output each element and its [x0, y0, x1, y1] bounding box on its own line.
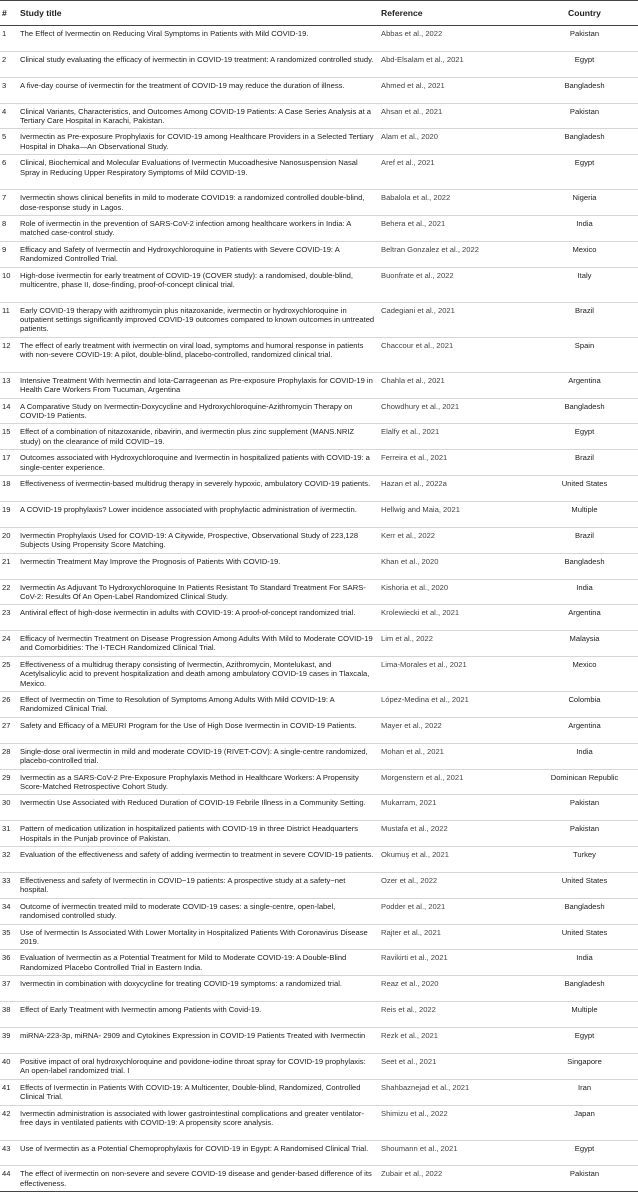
row-country: Argentina [568, 608, 601, 618]
row-reference: Cadegiani et al., 2021 [381, 305, 455, 315]
row-number: 4 [2, 106, 7, 116]
row-number: 8 [2, 219, 7, 229]
row-study-title: Ivermectin administration is associated with lower gastrointestinal complications and greater ventilator-free days in ventilated patients with COVID-19: A propensity score analysis. [20, 1108, 364, 1127]
table-row [0, 873, 638, 899]
row-reference: Hazan et al., 2022a [381, 479, 447, 489]
table-row [0, 190, 638, 216]
row-reference: Lima-Morales et al., 2021 [381, 660, 467, 670]
row-reference: Rezk et al., 2021 [381, 1031, 438, 1040]
table-row [0, 1080, 638, 1106]
header-number: # [2, 8, 7, 18]
row-reference: Mukarram, 2021 [381, 798, 437, 808]
row-country: Nigeria [572, 193, 597, 203]
row-country: Iran [577, 1082, 592, 1092]
row-study-title: A five-day course of ivermectin for the treatment of COVID-19 may reduce the duration of illness. [20, 80, 345, 90]
row-country: United States [561, 927, 608, 937]
row-number: 1 [2, 29, 7, 38]
table-row [0, 1166, 638, 1192]
table-row [0, 338, 638, 373]
row-study-title: Early COVID-19 therapy with azithromycin plus nitazoxanide, ivermectin or hydroxychloroquine in outpatient settings significantly improved COVID-19 outcomes compared to known outcomes in untreated patients. [20, 305, 375, 334]
row-reference: Kishoria et al., 2020 [381, 582, 449, 592]
row-country: Mexico [572, 244, 597, 254]
row-number: 12 [2, 340, 11, 350]
table-row [0, 476, 638, 502]
row-study-title: Ivermectin in combination with doxycycline for treating COVID-19 symptoms: a randomized trial. [20, 979, 343, 989]
table-row [0, 847, 638, 873]
row-reference: Seet et al., 2021 [381, 1056, 437, 1066]
table-row [0, 795, 638, 821]
table-row [0, 129, 638, 155]
row-reference: Babalola et al., 2022 [381, 193, 451, 203]
row-reference: Mohan et al., 2021 [381, 746, 444, 756]
row-study-title: Effectiveness and safety of Ivermectin in COVID−19 patients: A prospective study at a safety−net hospital. [20, 875, 346, 895]
row-study-title: Positive impact of oral hydroxychloroquine and povidone-iodine throat spray for COVID-19 prophylaxis: An open-label randomized trial. I [20, 1056, 366, 1076]
row-country: Egypt [574, 427, 595, 437]
row-reference: Ahmed et al., 2021 [381, 80, 445, 90]
table-row [0, 155, 638, 190]
row-reference: Ahsan et al., 2021 [381, 106, 443, 116]
row-number: 18 [2, 479, 11, 489]
row-reference: Shahbaznejad et al., 2021 [381, 1082, 470, 1092]
row-number: 30 [2, 798, 11, 808]
row-study-title: Effectiveness of ivermectin-based multidrug therapy in severely hypoxic, ambulatory COVID-19 patients. [20, 479, 371, 489]
table-row [0, 1002, 638, 1028]
row-number: 25 [2, 660, 11, 670]
row-country: United States [561, 479, 608, 489]
row-study-title: Ivermectin Prophylaxis Used for COVID-19: A Citywide, Prospective, Observational Study of 223,128 Subjects Using Propensity Score Matching. [20, 530, 359, 550]
row-country: Bangladesh [564, 979, 605, 989]
table-row [0, 528, 638, 554]
row-country: Multiple [571, 1005, 598, 1015]
row-number: 37 [2, 979, 11, 989]
row-reference: Elalfy et al., 2021 [381, 427, 440, 437]
row-country: Pakistan [569, 824, 600, 834]
row-country: Bangladesh [564, 901, 605, 911]
table-row [0, 502, 638, 528]
table-row [0, 718, 638, 744]
row-study-title: Effectiveness of a multidrug therapy consisting of Ivermectin, Azithromycin, Montelukast, and Acetylsalicylic acid to prevent hospitalization and death among ambulatory COVID-19 cases in Tlaxcala, Mexico. [20, 660, 370, 688]
row-study-title: Effect of a combination of nitazoxanide, ribavirin, and ivermectin plus zinc supplement (MANS.NRIZ study) on the clearance of mild COVID−19. [20, 427, 355, 446]
row-reference: Okumuş et al., 2021 [381, 850, 449, 860]
row-reference: Podder et al., 2021 [381, 901, 446, 911]
row-number: 9 [2, 244, 7, 254]
row-number: 23 [2, 608, 11, 618]
table-body [0, 26, 638, 1192]
row-reference: Chahla et al., 2021 [381, 375, 445, 385]
row-reference: Chaccour et al., 2021 [381, 340, 454, 350]
row-study-title: A COVID-19 prophylaxis? Lower incidence associated with prophylactic administration of ivermectin. [20, 504, 357, 514]
row-number: 10 [2, 270, 11, 280]
table-row [0, 1028, 638, 1054]
row-number: 26 [2, 695, 11, 705]
row-reference: Alam et al., 2020 [381, 132, 438, 142]
row-reference: López-Medina et al., 2021 [381, 695, 469, 705]
row-study-title: miRNA-223-3p, miRNA- 2909 and Cytokines Expression in COVID-19 Patients Treated with Ivermectin [20, 1031, 366, 1040]
row-reference: Ravikirti et al., 2021 [381, 953, 448, 963]
row-country: Japan [574, 1108, 595, 1118]
row-number: 38 [2, 1005, 11, 1015]
row-country: Colombia [568, 695, 601, 705]
row-study-title: Ivermectin Use Associated with Reduced Duration of COVID-19 Febrile Illness in a Community Setting. [20, 798, 366, 808]
row-reference: Chowdhury et al., 2021 [381, 401, 460, 411]
row-study-title: Clinical, Biochemical and Molecular Evaluations of Ivermectin Mucoadhesive Nanosuspension Nasal Spray in Reducing Upper Respiratory Symptoms of Mild COVID-19. [20, 158, 358, 177]
row-country: India [576, 953, 593, 963]
table-row [0, 424, 638, 450]
row-country: Brazil [575, 530, 594, 540]
row-reference: Behera et al., 2021 [381, 219, 446, 229]
row-country: India [576, 746, 593, 756]
row-number: 5 [2, 132, 7, 142]
row-number: 27 [2, 720, 11, 730]
row-study-title: Safety and Efficacy of a MEURI Program for the Use of High Dose Ivermectin in COVID-19 Patients. [20, 720, 357, 730]
row-country: Singapore [567, 1056, 602, 1066]
row-country: Egypt [574, 1031, 595, 1040]
row-study-title: Use of Ivermectin Is Associated With Lower Mortality in Hospitalized Patients With Coronavirus Disease 2019. [20, 927, 368, 946]
header-reference: Reference [381, 8, 423, 18]
table-row [0, 631, 638, 657]
row-study-title: The effect of early treatment with ivermectin on viral load, symptoms and humoral response in patients with non-severe COVID-19: A pilot, double-blind, placebo-controlled, randomized clinical trial. [20, 340, 364, 360]
table-row [0, 399, 638, 425]
row-study-title: Use of Ivermectin as a Potential Chemoprophylaxis for COVID-19 in Egypt: A Randomised Clinical Trial. [20, 1143, 369, 1153]
table-header [0, 0, 638, 26]
row-number: 14 [2, 401, 11, 411]
row-country: Egypt [574, 1143, 595, 1153]
row-study-title: Evaluation of Ivermectin as a Potential Treatment for Mild to Moderate COVID-19: A Double-Blind Randomized Placebo Controlled Trial in Eastern India. [20, 953, 347, 972]
table-row [0, 1054, 638, 1080]
row-study-title: Efficacy and Safety of Ivermectin and Hydroxychloroquine in Patients with Severe COVID-19: A Randomized Controlled Trial. [20, 244, 340, 264]
row-study-title: High-dose ivermectin for early treatment of COVID-19 (COVER study): a randomised, double-blind, multicentre, phase II, dose-finding, proof-of-concept clinical trial. [20, 270, 353, 290]
row-study-title: Single-dose oral ivermectin in mild and moderate COVID-19 (RIVET-COV): A single-centre randomized, placebo-controlled trial. [20, 746, 368, 766]
row-country: Egypt [574, 54, 595, 64]
table-row [0, 657, 638, 692]
row-number: 15 [2, 427, 11, 437]
row-number: 32 [2, 850, 11, 860]
table-row [0, 242, 638, 268]
row-study-title: Evaluation of the effectiveness and safety of adding ivermectin to treatment in severe COVID-19 patients. [20, 850, 374, 860]
row-country: Multiple [571, 504, 598, 514]
row-number: 29 [2, 772, 11, 782]
row-country: Pakistan [569, 29, 600, 38]
row-study-title: Outcome of ivermectin treated mild to moderate COVID-19 cases: a single-centre, open-label, randomised controlled study. [20, 901, 336, 921]
row-country: Bangladesh [564, 401, 605, 411]
header-study-title: Study title [20, 8, 62, 18]
row-study-title: Antiviral effect of high-dose ivermectin in adults with COVID-19: A proof-of-concept randomized trial. [20, 608, 356, 618]
row-country: Egypt [574, 158, 595, 168]
table-row [0, 216, 638, 242]
row-number: 6 [2, 158, 7, 168]
row-country: Malaysia [569, 634, 600, 644]
table-row [0, 78, 638, 104]
row-reference: Beltran Gonzalez et al., 2022 [381, 244, 479, 254]
row-number: 39 [2, 1031, 11, 1040]
table-row [0, 26, 638, 52]
row-country: Mexico [572, 660, 597, 670]
table-row [0, 554, 638, 580]
table-row [0, 1141, 638, 1167]
table-row [0, 373, 638, 399]
row-reference: Morgenstern et al., 2021 [381, 772, 464, 782]
row-study-title: Intensive Treatment With Ivermectin and Iota-Carrageenan as Pre-exposure Prophylaxis for COVID-19 in Health Care Workers From Tucuman, Argentina [20, 375, 373, 395]
row-country: Argentina [568, 720, 601, 730]
row-number: 43 [2, 1143, 11, 1153]
row-reference: Mayer et al., 2022 [381, 720, 442, 730]
table-row [0, 605, 638, 631]
row-reference: Rajter et al., 2021 [381, 927, 441, 937]
row-reference: Abbas et al., 2022 [381, 29, 443, 38]
row-reference: Lim et al., 2022 [381, 634, 433, 644]
row-number: 2 [2, 54, 7, 64]
row-study-title: Effect of Early Treatment with Ivermectin among Patients with Covid-19. [20, 1005, 262, 1015]
row-number: 22 [2, 582, 11, 592]
row-number: 36 [2, 953, 11, 963]
row-study-title: Ivermectin As Adjuvant To Hydroxychloroquine In Patients Resistant To Standard Treatment For SARS-CoV-2: Results Of An Open-Label Randomized Clinical Study. [20, 582, 366, 601]
row-country: Argentina [568, 375, 601, 385]
table-row [0, 821, 638, 847]
row-number: 40 [2, 1056, 11, 1066]
row-reference: Abd-Elsalam et al., 2021 [381, 54, 464, 64]
row-country: Dominican Republic [550, 772, 619, 782]
table-row [0, 268, 638, 303]
header-country: Country [568, 8, 601, 18]
table-row [0, 303, 638, 338]
row-number: 24 [2, 634, 11, 644]
row-country: Pakistan [569, 798, 600, 808]
row-country: Spain [574, 340, 595, 350]
row-reference: Khan et al., 2020 [381, 556, 439, 566]
row-number: 44 [2, 1169, 11, 1179]
row-number: 35 [2, 927, 11, 937]
row-number: 19 [2, 504, 11, 514]
row-study-title: Role of ivermectin in the prevention of SARS-CoV-2 infection among healthcare workers in India: A matched case-control study. [20, 219, 351, 238]
row-country: Bangladesh [564, 132, 605, 142]
table-row [0, 770, 638, 796]
row-country: Turkey [573, 850, 596, 860]
row-country: Bangladesh [564, 556, 605, 566]
row-number: 21 [2, 556, 11, 566]
row-reference: Shimizu et al., 2022 [381, 1108, 448, 1118]
table-row [0, 950, 638, 976]
table-row [0, 104, 638, 130]
row-country: India [576, 582, 593, 592]
row-reference: Zubair et al., 2022 [381, 1169, 443, 1179]
table-row [0, 692, 638, 718]
row-reference: Mustafa et al., 2022 [381, 824, 448, 834]
row-reference: Ferreira et al., 2021 [381, 453, 448, 463]
row-study-title: The Effect of Ivermectin on Reducing Viral Symptoms in Patients with Mild COVID-19. [20, 29, 309, 38]
row-study-title: Pattern of medication utilization in hospitalized patients with COVID-19 in three District Headquarters Hospitals in the Punjab province of Pakistan. [20, 824, 359, 843]
row-country: Brazil [575, 305, 594, 315]
row-country: Bangladesh [564, 80, 605, 90]
row-study-title: Ivermectin Treatment May Improve the Prognosis of Patients With COVID-19. [20, 556, 281, 566]
row-study-title: Clinical study evaluating the efficacy of ivermectin in COVID-19 treatment: A randomized controlled study. [20, 54, 374, 64]
row-study-title: Effect of Ivermectin on Time to Resolution of Symptoms Among Adults With Mild COVID-19: A Randomized Clinical Trial. [20, 695, 335, 714]
table-row [0, 925, 638, 951]
row-number: 3 [2, 80, 7, 90]
row-reference: Aref et al., 2021 [381, 158, 435, 168]
row-reference: Reaz et al., 2020 [381, 979, 439, 989]
row-study-title: Outcomes associated with Hydroxychloroquine and Ivermectin in hospitalized patients with COVID-19: a single-center experience. [20, 453, 370, 472]
row-reference: Ozer et al., 2022 [381, 875, 438, 885]
row-country: Italy [577, 270, 592, 280]
row-study-title: Efficacy of Ivermectin Treatment on Disease Progression Among Adults With Mild to Moderate COVID-19 and Comorbidities: The I-TECH Randomized Clinical Trial. [20, 634, 373, 653]
row-study-title: Ivermectin as a SARS-CoV-2 Pre-Exposure Prophylaxis Method in Healthcare Workers: A Propensity Score-Matched Retrospective Cohort Study. [20, 772, 359, 791]
row-reference: Reis et al., 2022 [381, 1005, 436, 1015]
row-number: 34 [2, 901, 11, 911]
table-row [0, 976, 638, 1002]
row-number: 20 [2, 530, 11, 540]
row-study-title: The effect of ivermectin on non-severe and severe COVID-19 disease and gender-based difference of its effectiveness. [20, 1169, 372, 1188]
row-number: 13 [2, 375, 11, 385]
table-row [0, 52, 638, 78]
row-reference: Buonfrate et al., 2022 [381, 270, 454, 280]
row-number: 31 [2, 824, 11, 834]
row-reference: Krolewiecki et al., 2021 [381, 608, 460, 618]
table-row [0, 450, 638, 476]
table-row [0, 899, 638, 925]
row-country: India [576, 219, 593, 229]
row-country: United States [561, 875, 608, 885]
row-number: 42 [2, 1108, 11, 1118]
row-number: 7 [2, 193, 7, 203]
row-country: Pakistan [569, 106, 600, 116]
row-study-title: Ivermectin shows clinical benefits in mild to moderate COVID19: a randomized controlled double-blind, dose-response study in Lagos. [20, 193, 365, 212]
row-number: 17 [2, 453, 11, 463]
table-row [0, 1106, 638, 1141]
row-number: 41 [2, 1082, 11, 1092]
row-country: Pakistan [569, 1169, 600, 1179]
row-reference: Shoumann et al., 2021 [381, 1143, 458, 1153]
row-reference: Hellwig and Maia, 2021 [381, 504, 460, 514]
row-number: 33 [2, 875, 11, 885]
row-study-title: Clinical Variants, Characteristics, and Outcomes Among COVID-19 Patients: A Case Series Analysis at a Tertiary Care Hospital in Karachi, Pakistan. [20, 106, 372, 125]
table-row [0, 580, 638, 606]
row-study-title: A Comparative Study on Ivermectin-Doxycycline and Hydroxychloroquine-Azithromycin Therapy on COVID-19 Patients. [20, 401, 353, 420]
table-row [0, 744, 638, 770]
row-study-title: Ivermectin as Pre-exposure Prophylaxis for COVID-19 among Healthcare Providers in a Selected Tertiary Hospital in Dhaka—An Observational Study. [20, 132, 374, 151]
row-number: 28 [2, 746, 11, 756]
row-reference: Kerr et al., 2022 [381, 530, 436, 540]
row-study-title: Effects of Ivermectin in Patients With COVID-19: A Multicenter, Double-blind, Randomized, Controlled Clinical Trial. [20, 1082, 361, 1101]
row-number: 11 [2, 305, 10, 315]
row-country: Brazil [575, 453, 594, 463]
